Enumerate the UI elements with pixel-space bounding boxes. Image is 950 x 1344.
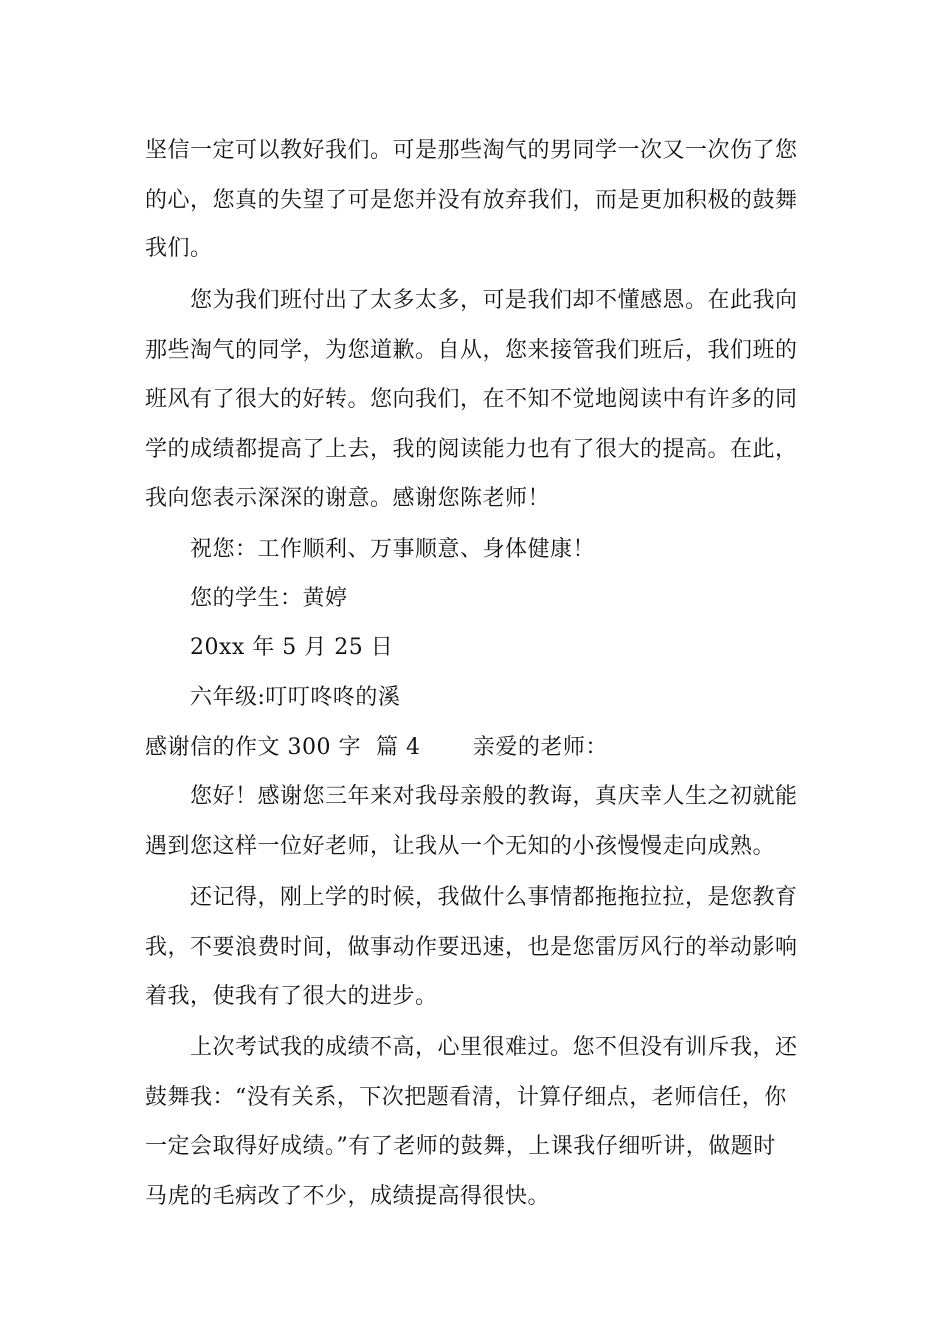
- text-line: 着我，使我有了很大的进步。: [145, 984, 438, 1009]
- text-line: 一定会取得好成绩。”有了老师的鼓舞，上课我仔细听讲，做题时: [145, 1134, 776, 1159]
- text-line: 我，不要浪费时间，做事动作要迅速，也是您雷厉风行的举动影响: [145, 935, 798, 960]
- paragraph-start-line: 您好！感谢您三年来对我母亲般的教诲，真庆幸人生之初就能: [190, 784, 798, 809]
- blessing-line: 祝您：工作顺利、万事顺意、身体健康！: [190, 537, 596, 562]
- text-line: 学的成绩都提高了上去，我的阅读能力也有了很大的提高。在此，: [145, 437, 798, 462]
- text-line: 鼓舞我：“没有关系，下次把题看清，计算仔细点，老师信任，你: [145, 1085, 787, 1110]
- text-line: 马虎的毛病改了不少，成绩提高得很快。: [145, 1184, 551, 1209]
- author-line: 六年级:叮叮咚咚的溪: [190, 685, 401, 710]
- text-line: 班风有了很大的好转。您向我们，在不知不觉地阅读中有许多的同: [145, 387, 798, 412]
- text-line: 的心，您真的失望了可是您并没有放弃我们，而是更加积极的鼓舞: [145, 188, 798, 213]
- paragraph-start-line: 还记得，刚上学的时候，我做什么事情都拖拖拉拉，是您教育: [190, 885, 798, 910]
- paragraph-start-line: 您为我们班付出了太多太多，可是我们却不懂感恩。在此我向: [190, 288, 798, 313]
- text-line: 我向您表示深深的谢意。感谢您陈老师！: [145, 486, 551, 511]
- text-line: 坚信一定可以教好我们。可是那些淘气的男同学一次又一次伤了您: [145, 138, 798, 163]
- date-line: 20xx 年 5 月 25 日: [190, 635, 394, 660]
- section-heading: 感谢信的作文 300 字 篇 4 亲爱的老师：: [145, 735, 608, 760]
- text-line: 我们。: [145, 236, 213, 261]
- paragraph-start-line: 上次考试我的成绩不高，心里很难过。您不但没有训斥我，还: [190, 1035, 798, 1060]
- text-line: 那些淘气的同学，为您道歉。自从，您来接管我们班后，我们班的: [145, 338, 798, 363]
- signature-line: 您的学生：黄婷: [190, 586, 348, 611]
- text-line: 遇到您这样一位好老师，让我从一个无知的小孩慢慢走向成熟。: [145, 834, 776, 859]
